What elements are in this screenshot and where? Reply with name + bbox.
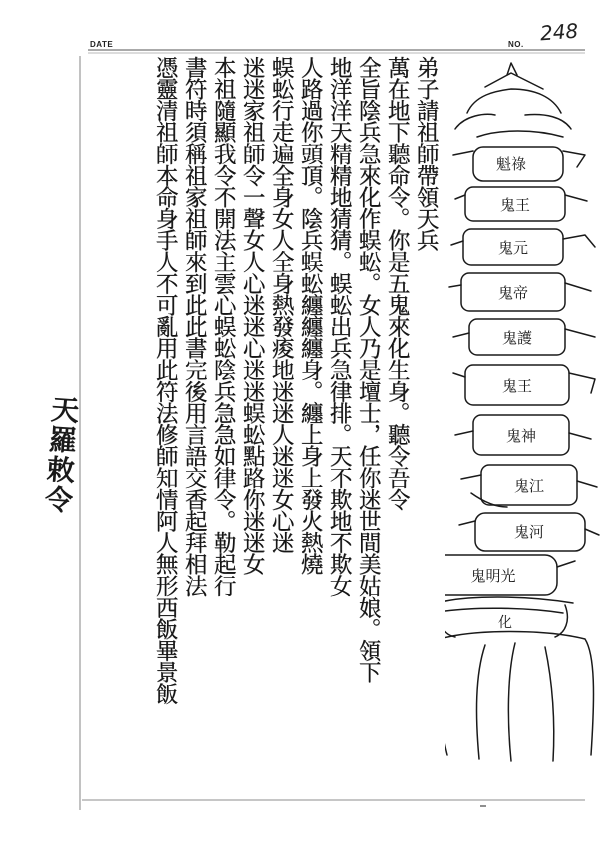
diagram-label: 鬼元 (497, 239, 529, 257)
text-column: 蜈蚣行走遍全身女人全身熱發痠地迷迷人迷迷女心迷 (268, 56, 294, 553)
handwritten-text-block (82, 56, 440, 812)
diagram-label: 鬼河 (513, 523, 545, 541)
text-column: 憑靈清祖師本命身手人不可亂用此符法修師知情阿人無形西飯畢景飯 (152, 56, 178, 704)
talisman-diagram (445, 55, 605, 775)
diagram-label: 鬼王 (501, 377, 533, 395)
text-column: 書符時須稱祖家祖師來到此此書完後用言語交香起拜相法 (181, 56, 207, 596)
diagram-label: 鬼江 (513, 477, 545, 495)
text-column: 人路過你頭頂。陰兵蜈蚣纏纏纏身。纏上身上發火熱燒 (297, 56, 323, 575)
text-column: 本祖隨顯我令不開法主雲心蜈蚣陰兵急急如律令。勒起行 (210, 56, 236, 596)
number-label: NO. (508, 40, 524, 49)
diagram-label: 鬼神 (505, 427, 537, 445)
diagram-label: 鬼王 (499, 196, 531, 214)
diagram-label: 鬼明光 (470, 567, 516, 585)
text-column: 地洋洋天精精地猜猜。蜈蚣出兵急律排。天不欺地不欺女 (326, 56, 352, 596)
text-column: 全旨陰兵急來化作蜈蚣。女人乃是壇士，任你迷世間美姑娘。領下 (355, 56, 381, 683)
text-column: 弟子請祖師帶領天兵 (413, 56, 439, 251)
diagram-label: 魁祿 (495, 155, 527, 173)
diagram-label: 鬼帝 (497, 284, 529, 302)
diagram-label: 化 (498, 615, 512, 631)
talisman-stamp: 天羅敕令 (39, 394, 82, 517)
date-label: DATE (90, 40, 114, 49)
diagram-label: 鬼護 (501, 329, 533, 347)
text-column: 迷迷家祖師令一聲女人心迷迷心迷迷蜈蚣點路你迷迷女 (239, 56, 265, 575)
page-number: 248 (539, 18, 579, 46)
talisman-drawing (445, 55, 605, 775)
text-column: 萬在地下聽命令。你是五鬼來化生身。聽令吾令 (384, 56, 410, 510)
